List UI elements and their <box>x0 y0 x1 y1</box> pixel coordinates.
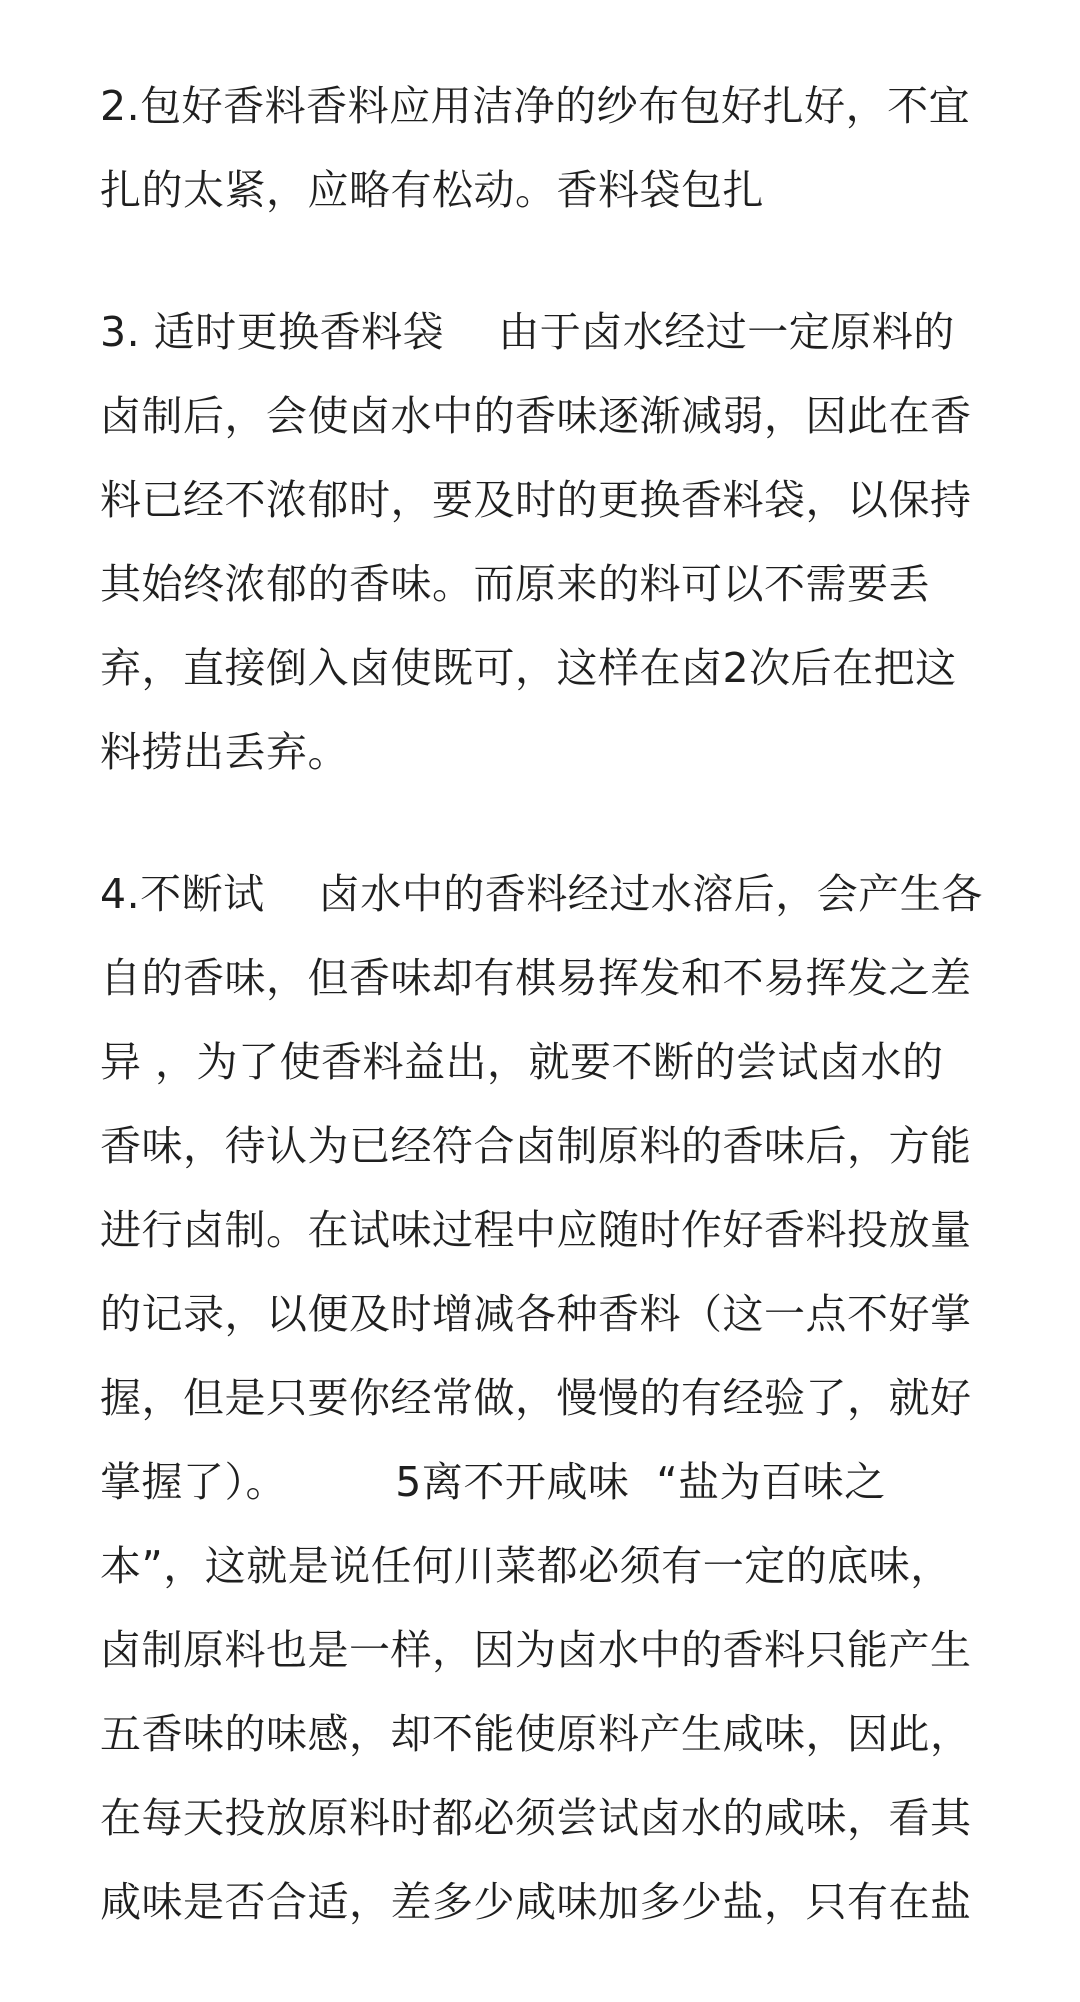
paragraph-keep-tasting: 4.不断试 卤水中的香料经过水溶后，会产生各自的香味，但香味却有棋易挥发和不易挥发之差异 ，为了使香料益出，就要不断的尝试卤水的香味，待认为已经符合卤制原料的香味后，方能进行卤制。在试味过程中应随时作好香料投放量的记录，以便及时增减各种香料（这一点不好掌握，但是只要你经常做，慢慢的有经验了，就好掌握了）。 5离不开咸味 “盐为百味之本”，这就是说任何川菜都必须有一定的底味，卤制原料也是一样，因为卤水中的香料只能产生五香味的味感，却不能使原料产生咸味，因此，在每天投放原料时都必须尝试卤水的咸味，看其咸味是否合适，差多少咸味加多少盐，只有在盐 <box>100 870 983 1926</box>
paragraph-wrap-spices: 2.包好香料香料应用洁净的纱布包好扎好，不宜扎的太紧，应略有松动。香料袋包扎 <box>100 82 971 214</box>
article-body <box>100 64 984 2002</box>
paragraph-replace-spice-bag: 3. 适时更换香料袋 由于卤水经过一定原料的卤制后，会使卤水中的香味逐渐减弱，因此在香料已经不浓郁时，要及时的更换香料袋，以保持其始终浓郁的香味。而原来的料可以不需要丢弃，直接倒入卤使既可，这样在卤2次后在把这料捞出丢弃。 <box>100 308 972 776</box>
